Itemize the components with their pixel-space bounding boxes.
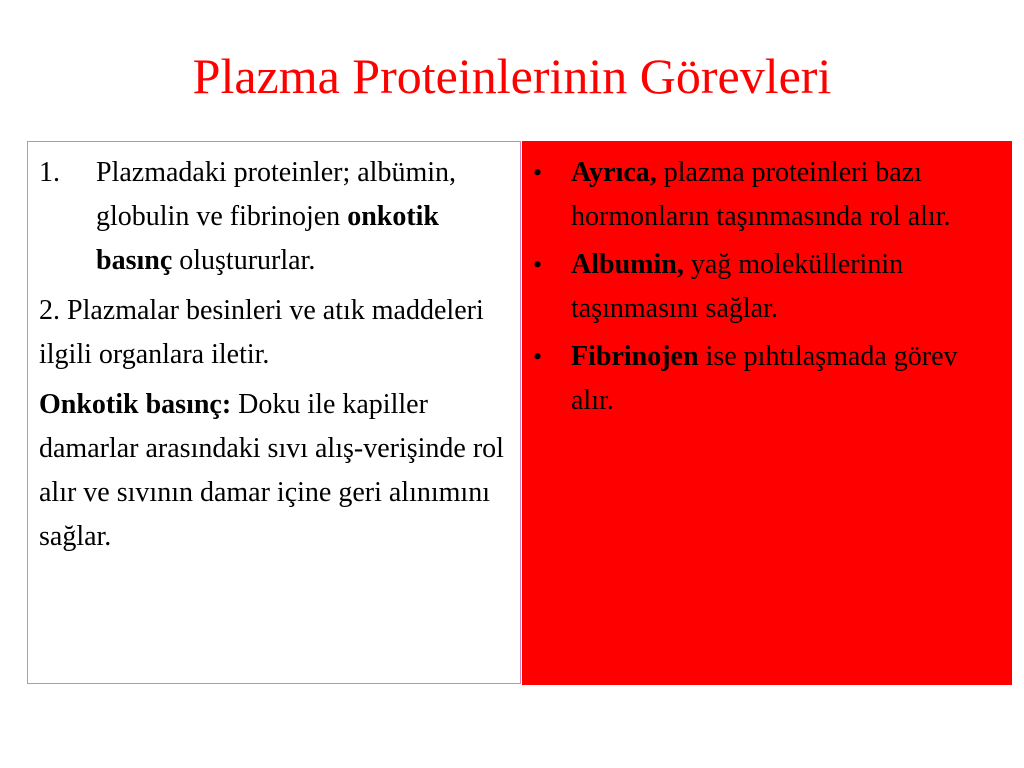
left-panel-content [39,151,529,559]
bullet-icon: • [533,250,543,279]
bullet-text [571,243,1001,331]
bullet-item [533,335,1003,423]
item-1-text-a: Plazmadaki proteinler; albümin, globulin ve fibrinojen [96,157,457,232]
bullet-bold: Fibrinojen [571,341,699,372]
slide-title: Plazma Proteinlerinin Görevleri [192,48,832,104]
bullet-text [571,151,1001,239]
bullet-icon: • [533,158,543,187]
item-1-text [96,151,516,283]
bullet-icon: • [533,342,543,371]
bullet-text [571,335,1001,423]
bullet-body: ise pıhtılaşmada görev alır. [571,341,958,416]
bullet-bold: Ayrıca, [571,157,657,188]
item-3-bold: Onkotik basınç: [39,389,232,420]
item-1-text-b: oluştururlar. [172,245,316,276]
bullet-bold: Albumin, [571,249,684,280]
bullet-body: yağ moleküllerinin taşınmasını sağlar. [571,249,904,324]
bullet-item [533,243,1003,331]
item-3-text [39,383,524,559]
right-panel-content [533,151,1003,427]
bullet-item [533,151,1003,239]
item-3-body: Doku ile kapiller damarlar arasındaki sıvı alış-verişinde rol alır ve sıvının damar içine geri alınımını sağlar. [39,389,504,552]
numbered-item-1 [39,151,529,283]
item-1-bold: onkotik basınç [96,201,440,276]
item-number: 1. [39,157,60,188]
bullet-body: plazma proteinleri bazı hormonların taşınmasında rol alır. [571,157,951,232]
item-2-text: 2. Plazmalar besinleri ve atık maddeleri ilgili organlara iletir. [39,295,484,370]
